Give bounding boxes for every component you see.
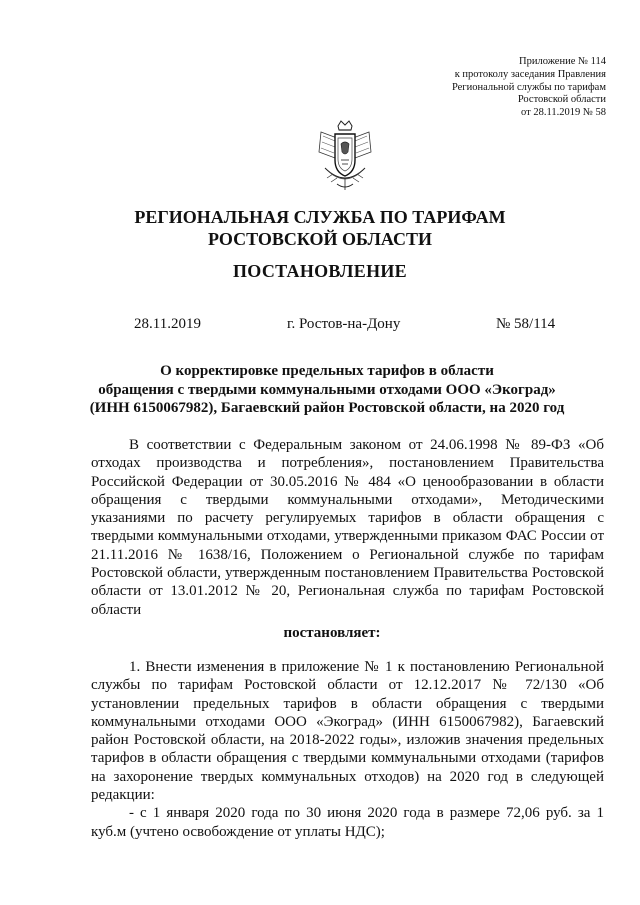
appendix-line: Ростовской области [517,94,606,106]
subject-line: (ИНН 6150067982), Багаевский район Ростовской области, на 2020 год [89,400,565,416]
appendix-note [346,56,606,120]
coat-of-arms-icon [311,118,379,194]
organization-title-line: РЕГИОНАЛЬНАЯ СЛУЖБА ПО ТАРИФАМ [134,207,506,227]
document-subject [70,362,584,418]
items-block [91,658,604,841]
preamble-paragraph: В соответствии с Федеральным законом от 24.06.1998 № 89-ФЗ «Об отходах производства и потребления», постановлением Правительства Российской Федерации от 30.05.2016 № 484 «О ценообразовании в области обращения с твердыми коммунальными отходами», Методическими указаниями по расчету регулируемых тарифов в области обращения с твердыми коммунальными отходами, утвержденными приказом ФАС России от 21.11.2016 № 1638/16, Положением о Региональной службе по тарифам Ростовской области, утвержденным постановлением Правительства Ростовской области от 13.01.2012 № 20, Региональная служба по тарифам Ростовской области [91,437,604,618]
subject-line: О корректировке предельных тарифов в области [160,363,494,379]
document-city: г. Ростов-на-Дону [287,316,401,332]
item-paragraph: - с 1 января 2020 года по 30 июня 2020 года в размере 72,06 руб. за 1 куб.м (учтено освобождение от уплаты НДС); [91,805,604,840]
organization-title-line: РОСТОВСКОЙ ОБЛАСТИ [208,229,432,249]
appendix-line: Региональной службы по тарифам [451,81,606,93]
organization-title [80,206,560,250]
appendix-line: от 28.11.2019 № 58 [521,107,606,119]
document-number: № 58/114 [496,316,556,332]
document-date: 28.11.2019 [134,316,201,332]
preamble-block [91,436,604,619]
item-paragraph: 1. Внести изменения в приложение № 1 к постановлению Региональной службы по тарифам Ростовской области от 12.12.2017 № 72/130 «Об установлении предельных тарифов в области обращения с твердыми коммунальными отходами ООО «Экоград» (ИНН 6150067982), Багаевский район Ростовской области, на 2018-2022 годы», изложив значения предельных тарифов в области обращения с твердыми коммунальными отходами (тарифов на захоронение твердых коммунальных отходов) на 2020 год в следующей редакции: [91,659,604,804]
appendix-line: к протоколу заседания Правления [454,68,606,80]
document-type: ПОСТАНОВЛЕНИЕ [233,261,407,281]
resolves-heading: постановляет: [283,625,381,641]
subject-line: обращения с твердыми коммунальными отходами ООО «Экоград» [98,381,556,398]
appendix-line: Приложение № 114 [519,56,606,67]
